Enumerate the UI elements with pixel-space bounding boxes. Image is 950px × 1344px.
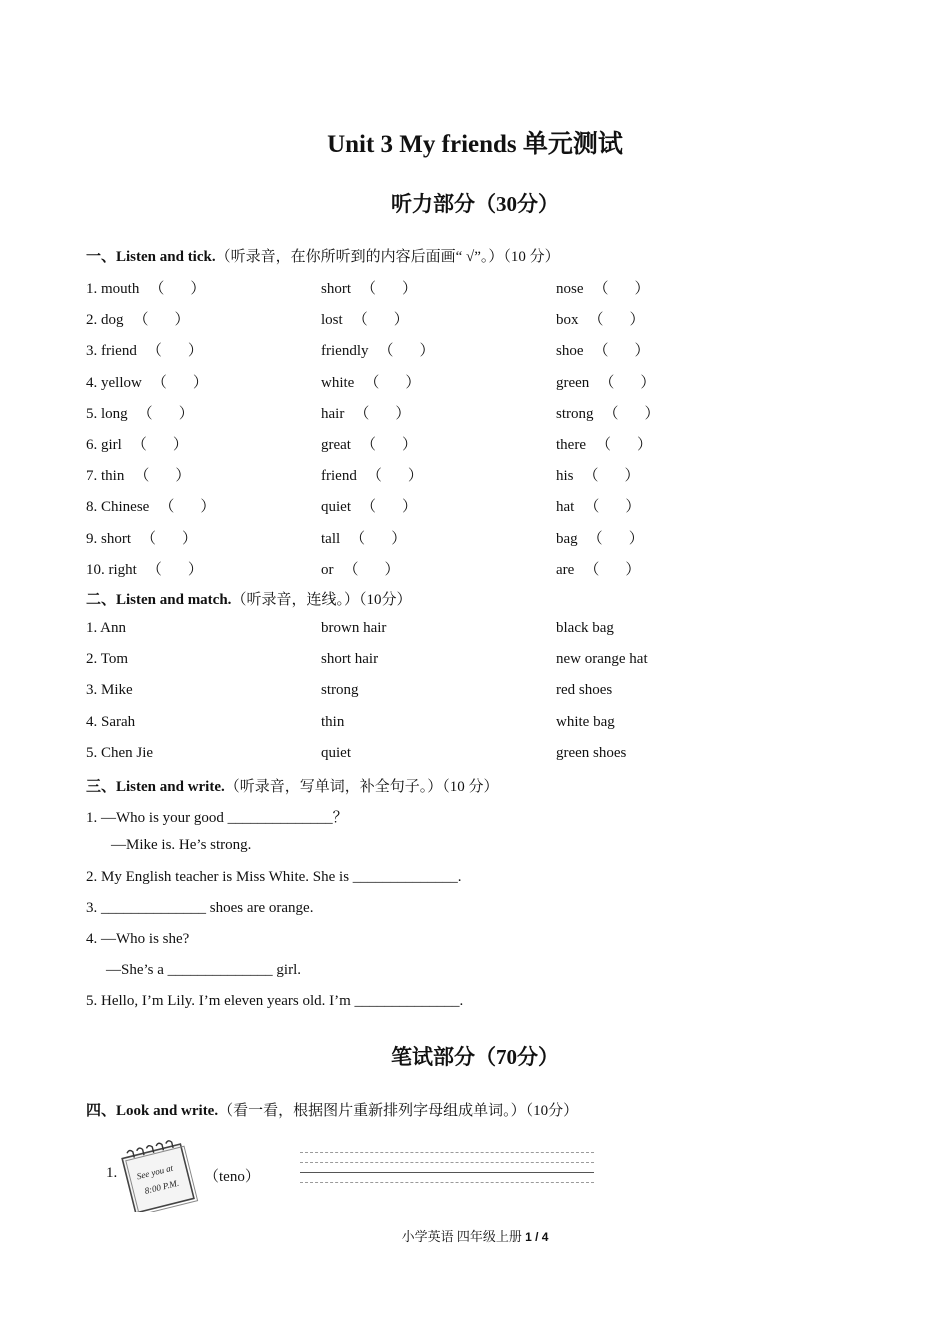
tick-item [86,402,194,423]
tick-word: 6. girl [86,437,122,453]
paren-close: ） [628,530,644,547]
tick-word: 7. thin [86,468,125,485]
tick-word: friendly [321,343,369,360]
paren-open: （ [146,343,162,360]
match-trait[interactable]: strong [321,682,359,699]
tick-item [86,371,208,392]
write-line-3: 3. ______________ shoes are orange. [86,900,314,916]
tick-item [556,371,655,392]
page-footer [0,1226,950,1245]
tick-word: or [321,561,334,578]
paren-open: （ [343,561,359,578]
tick-word: shoe [556,343,584,360]
paren-close: ） [407,468,423,485]
page-title: Unit 3 My friends 单元测试 [327,131,623,158]
paren-open: （ [593,343,609,360]
tick-item [86,308,190,329]
tick-answer-box[interactable] [134,308,190,329]
section2-heading-text: 二、Listen and match. [86,592,232,608]
paren-open: （ [584,561,600,578]
paren-close: ） [187,343,203,360]
tick-answer-box[interactable] [353,308,409,329]
tick-answer-box[interactable] [141,527,197,548]
paren-close: ） [402,281,418,297]
tick-word: green [556,374,590,391]
tick-item [556,308,645,329]
paren-close: ） [182,530,198,547]
section2-note: （听录音，连线。）（10分） [231,592,412,608]
write-line-4: 4. —Who is she? [86,931,190,947]
tick-answer-box[interactable] [159,495,215,516]
tick-word: short [321,281,351,297]
paren-open: （ [151,374,167,391]
listening-part-title: 听力部分（30分） [391,192,559,216]
tick-item [86,527,197,548]
tick-word: 3. friend [86,343,137,360]
scrambled-word: （teno） [204,1169,260,1185]
section3-heading-text: 三、Listen and write. [86,779,225,795]
tick-item [86,495,215,516]
tick-word: 9. short [86,530,131,547]
tick-item [321,433,417,454]
tick-word: strong [556,405,594,422]
tick-item [86,339,203,360]
tick-item [556,527,644,548]
paren-open: （ [360,437,376,453]
match-person[interactable]: 5. Chen Jie [86,744,154,761]
paren-open: （ [352,312,368,329]
tick-item [321,558,400,579]
tick-item [556,558,640,579]
section1-heading-text: 一、Listen and tick. [86,249,216,265]
tick-answer-box[interactable] [361,277,417,298]
section4-heading [86,1099,578,1120]
paren-close: ） [625,561,641,578]
match-trait[interactable]: quiet [321,744,351,761]
tick-answer-box[interactable] [596,433,652,454]
tick-word: 2. dog [86,312,124,329]
paren-open: （ [588,312,604,329]
tick-item [556,464,640,485]
tick-item [556,277,650,298]
tick-answer-box[interactable] [584,558,640,579]
paren-open: （ [599,374,615,391]
page-number: 1 / 4 [525,1230,549,1244]
paren-close: ） [190,281,206,297]
writing-line-base [300,1172,594,1173]
notepad-text-1: See you at [135,1162,175,1182]
paren-close: ） [402,499,418,516]
tick-word: bag [556,530,578,547]
paren-open: （ [361,281,377,297]
tick-word: hair [321,405,345,422]
match-item[interactable]: red shoes [556,682,613,699]
paren-close: ） [395,405,411,422]
tick-answer-box[interactable] [361,433,417,454]
paren-close: ） [637,437,653,453]
write-line-1: 1. —Who is your good ______________？ [86,810,348,826]
paren-close: ） [644,405,660,422]
tick-word: nose [556,281,584,297]
tick-answer-box[interactable] [594,339,650,360]
tick-word: 1. mouth [86,281,140,297]
paren-open: （ [587,530,603,547]
tick-word: there [556,437,586,453]
writing-part-title: 笔试部分（70分） [391,1045,559,1069]
paren-open: （ [583,468,599,485]
tick-word: are [556,561,575,578]
tick-item [321,464,423,485]
paren-open: （ [131,437,147,453]
section3-heading [86,775,499,796]
tick-item [321,527,406,548]
paren-open: （ [593,281,609,297]
section4-heading-text: 四、Look and write. [86,1103,219,1119]
tick-answer-box[interactable] [147,339,203,360]
paren-close: ） [174,312,190,329]
tick-answer-box[interactable] [354,402,410,423]
tick-word: hat [556,499,575,516]
writing-line-upper [300,1162,594,1163]
tick-item [86,558,203,579]
paren-open: （ [141,530,157,547]
tick-item [321,308,409,329]
section2-heading [86,588,411,609]
tick-item [556,433,652,454]
paren-close: ） [402,437,418,453]
tick-word: 8. Chinese [86,499,150,516]
tick-item [321,339,435,360]
paren-open: （ [350,530,366,547]
tick-word: friend [321,468,357,485]
write-line-1-answer: —Mike is. He’s strong. [111,837,252,853]
tick-item [321,402,410,423]
tick-answer-box[interactable] [584,464,640,485]
paren-close: ） [175,468,191,485]
tick-answer-box[interactable] [344,558,400,579]
tick-word: his [556,468,574,485]
match-item[interactable]: white bag [556,713,615,730]
writing-line-top [300,1152,594,1153]
tick-item [556,339,650,360]
section4-note: （看一看，根据图片重新排列字母组成单词。）（10分） [218,1103,579,1119]
tick-item [86,277,205,298]
tick-answer-box[interactable] [134,464,190,485]
footer-text: 小学英语 四年级上册 [401,1229,526,1244]
tick-answer-box[interactable] [594,277,650,298]
tick-word: 4. yellow [86,374,142,391]
tick-answer-box[interactable] [588,527,644,548]
tick-item [86,433,188,454]
tick-answer-box[interactable] [599,371,655,392]
notepad-image [120,1138,200,1212]
paren-open: （ [133,312,149,329]
match-trait[interactable]: thin [321,713,345,730]
match-trait[interactable]: short hair [321,651,379,668]
tick-word: great [321,437,351,453]
paren-open: （ [595,437,611,453]
look-write-item-number: 1. [106,1165,118,1181]
paren-open: （ [361,499,377,516]
tick-answer-box[interactable] [147,558,203,579]
tick-answer-box[interactable] [361,495,417,516]
match-trait[interactable]: brown hair [321,620,387,636]
tick-item [321,371,420,392]
paren-close: ） [391,530,407,547]
write-line-5: 5. Hello, I’m Lily. I’m eleven years old. I’m ______________. [86,993,464,1009]
paren-close: ） [405,374,421,391]
paren-close: ） [192,374,208,391]
paren-close: ） [393,312,409,329]
paren-close: ） [640,374,656,391]
tick-word: quiet [321,499,351,516]
tick-answer-box[interactable] [350,527,406,548]
tick-word: 10. right [86,561,137,578]
paren-open: （ [149,281,165,297]
tick-answer-box[interactable] [378,339,434,360]
tick-answer-box[interactable] [589,308,645,329]
tick-answer-box[interactable] [138,402,194,423]
match-item[interactable]: green shoes [556,744,627,761]
section1-note: （听录音，在你所听到的内容后面画“ √”。）（10 分） [215,249,560,265]
paren-close: ） [384,561,400,578]
paren-open: （ [603,405,619,422]
paren-close: ） [419,343,435,360]
tick-word: tall [321,530,341,547]
tick-answer-box[interactable] [149,277,205,298]
paren-close: ） [634,281,650,297]
match-item[interactable]: black bag [556,620,614,636]
tick-item [86,464,190,485]
notepad-text-2: 8:00 P.M. [143,1177,180,1196]
tick-word: white [321,374,355,391]
paren-close: ） [187,561,203,578]
tick-item [556,402,660,423]
paren-close: ） [178,405,194,422]
paren-close: ） [200,499,216,516]
tick-item [556,495,640,516]
tick-item [321,495,417,516]
paren-open: （ [366,468,382,485]
paren-open: （ [137,405,153,422]
section1-heading [86,245,560,266]
tick-answer-box[interactable] [584,495,640,516]
write-line-4-answer: —She’s a ______________ girl. [106,962,301,978]
write-line-2: 2. My English teacher is Miss White. She is ______________. [86,869,462,885]
tick-item [321,277,417,298]
match-person[interactable]: 1. Ann [86,620,127,636]
writing-line-bottom [300,1182,594,1183]
paren-open: （ [584,499,600,516]
tick-answer-box[interactable] [604,402,660,423]
paren-close: ） [624,468,640,485]
paren-open: （ [354,405,370,422]
match-item[interactable]: new orange hat [556,651,648,668]
paren-close: ） [172,437,188,453]
paren-open: （ [364,374,380,391]
match-person[interactable]: 4. Sarah [86,713,136,730]
tick-answer-box[interactable] [364,371,420,392]
paren-close: ） [629,312,645,329]
paren-open: （ [134,468,150,485]
answer-writing-lines [300,1150,594,1186]
match-person[interactable]: 2. Tom [86,651,129,668]
tick-answer-box[interactable] [152,371,208,392]
tick-answer-box[interactable] [367,464,423,485]
paren-open: （ [146,561,162,578]
paren-close: ） [634,343,650,360]
tick-word: 5. long [86,405,128,422]
tick-answer-box[interactable] [132,433,188,454]
section3-note: （听录音，写单词，补全句子。）（10 分） [224,779,499,795]
tick-word: lost [321,312,343,329]
paren-close: ） [625,499,641,516]
paren-open: （ [378,343,394,360]
match-person[interactable]: 3. Mike [86,682,133,699]
paren-open: （ [159,499,175,516]
tick-word: box [556,312,579,329]
